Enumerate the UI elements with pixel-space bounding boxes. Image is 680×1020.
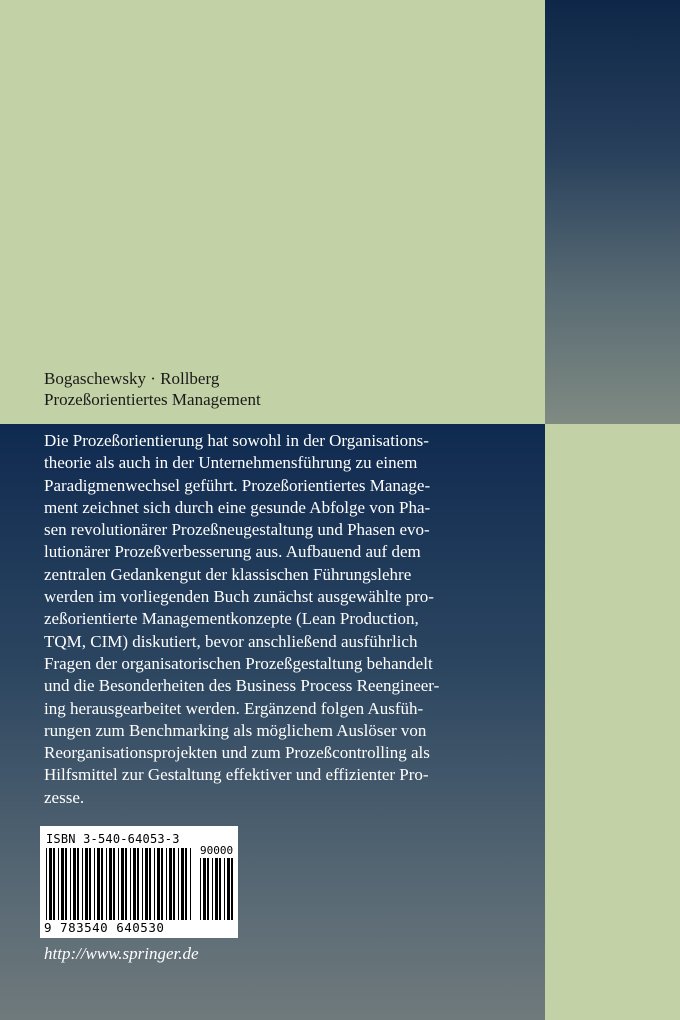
authors: Bogaschewsky · Rollberg xyxy=(44,369,220,388)
barcode-bars xyxy=(46,848,194,920)
blurb-line: zentralen Gedankengut der klassischen Führungslehre xyxy=(44,564,412,584)
blurb-line: Die Prozeßorientierung hat sowohl in der Organisations- xyxy=(44,431,429,450)
blurb-line: werden im vorliegenden Buch zunächst ausgewählte pro- xyxy=(44,587,434,607)
blurb-line: rungen zum Benchmarking als möglichem Auslöser von xyxy=(44,720,427,740)
blurb-line: ing herausgearbeitet werden. Ergänzend folgen Ausfüh- xyxy=(44,698,424,718)
blurb xyxy=(44,430,464,809)
isbn-number: ISBN 3-540-64053-3 xyxy=(46,832,180,846)
cover-panel-bottom-right xyxy=(545,424,680,1020)
blurb-line: theorie als auch in der Unternehmensführung zu einem xyxy=(44,453,418,473)
blurb-line: zeßorientierte Managementkonzepte (Lean Production, xyxy=(44,609,419,629)
blurb-line: Paradigmenwechsel geführt. Prozeßorientiertes Manage- xyxy=(44,475,431,495)
blurb-line: Hilfsmittel zur Gestaltung effektiver und effizienter Pro- xyxy=(44,765,429,785)
blurb-line: zesse. xyxy=(44,787,85,807)
blurb-line: ment zeichnet sich durch eine gesunde Abfolge von Pha- xyxy=(44,497,431,517)
cover-panel-top-left xyxy=(0,0,545,424)
publisher-url: http://www.springer.de xyxy=(44,944,199,963)
blurb-line: sen revolutionärer Prozeßneugestaltung und Phasen evo- xyxy=(44,520,430,540)
blurb-line: Reorganisationsprojekten und zum Prozeßcontrolling als xyxy=(44,743,430,763)
blurb-line: lutionärer Prozeßverbesserung aus. Aufbauend auf dem xyxy=(44,542,421,562)
cover-panel-top-right xyxy=(545,0,680,424)
blurb-line: TQM, CIM) diskutiert, bevor anschließend ausführlich xyxy=(44,631,418,651)
blurb-line: Fragen der organisatorischen Prozeßgestaltung behandelt xyxy=(44,653,433,673)
ean-number: 9 783540 640530 xyxy=(44,920,165,935)
barcode-addon-bars xyxy=(200,858,234,920)
barcode xyxy=(40,826,238,938)
blurb-line: und die Besonderheiten des Business Process Reengineer- xyxy=(44,676,440,696)
book-title: Prozeßorientiertes Management xyxy=(44,390,261,409)
barcode-addon-number: 90000 xyxy=(200,844,234,857)
